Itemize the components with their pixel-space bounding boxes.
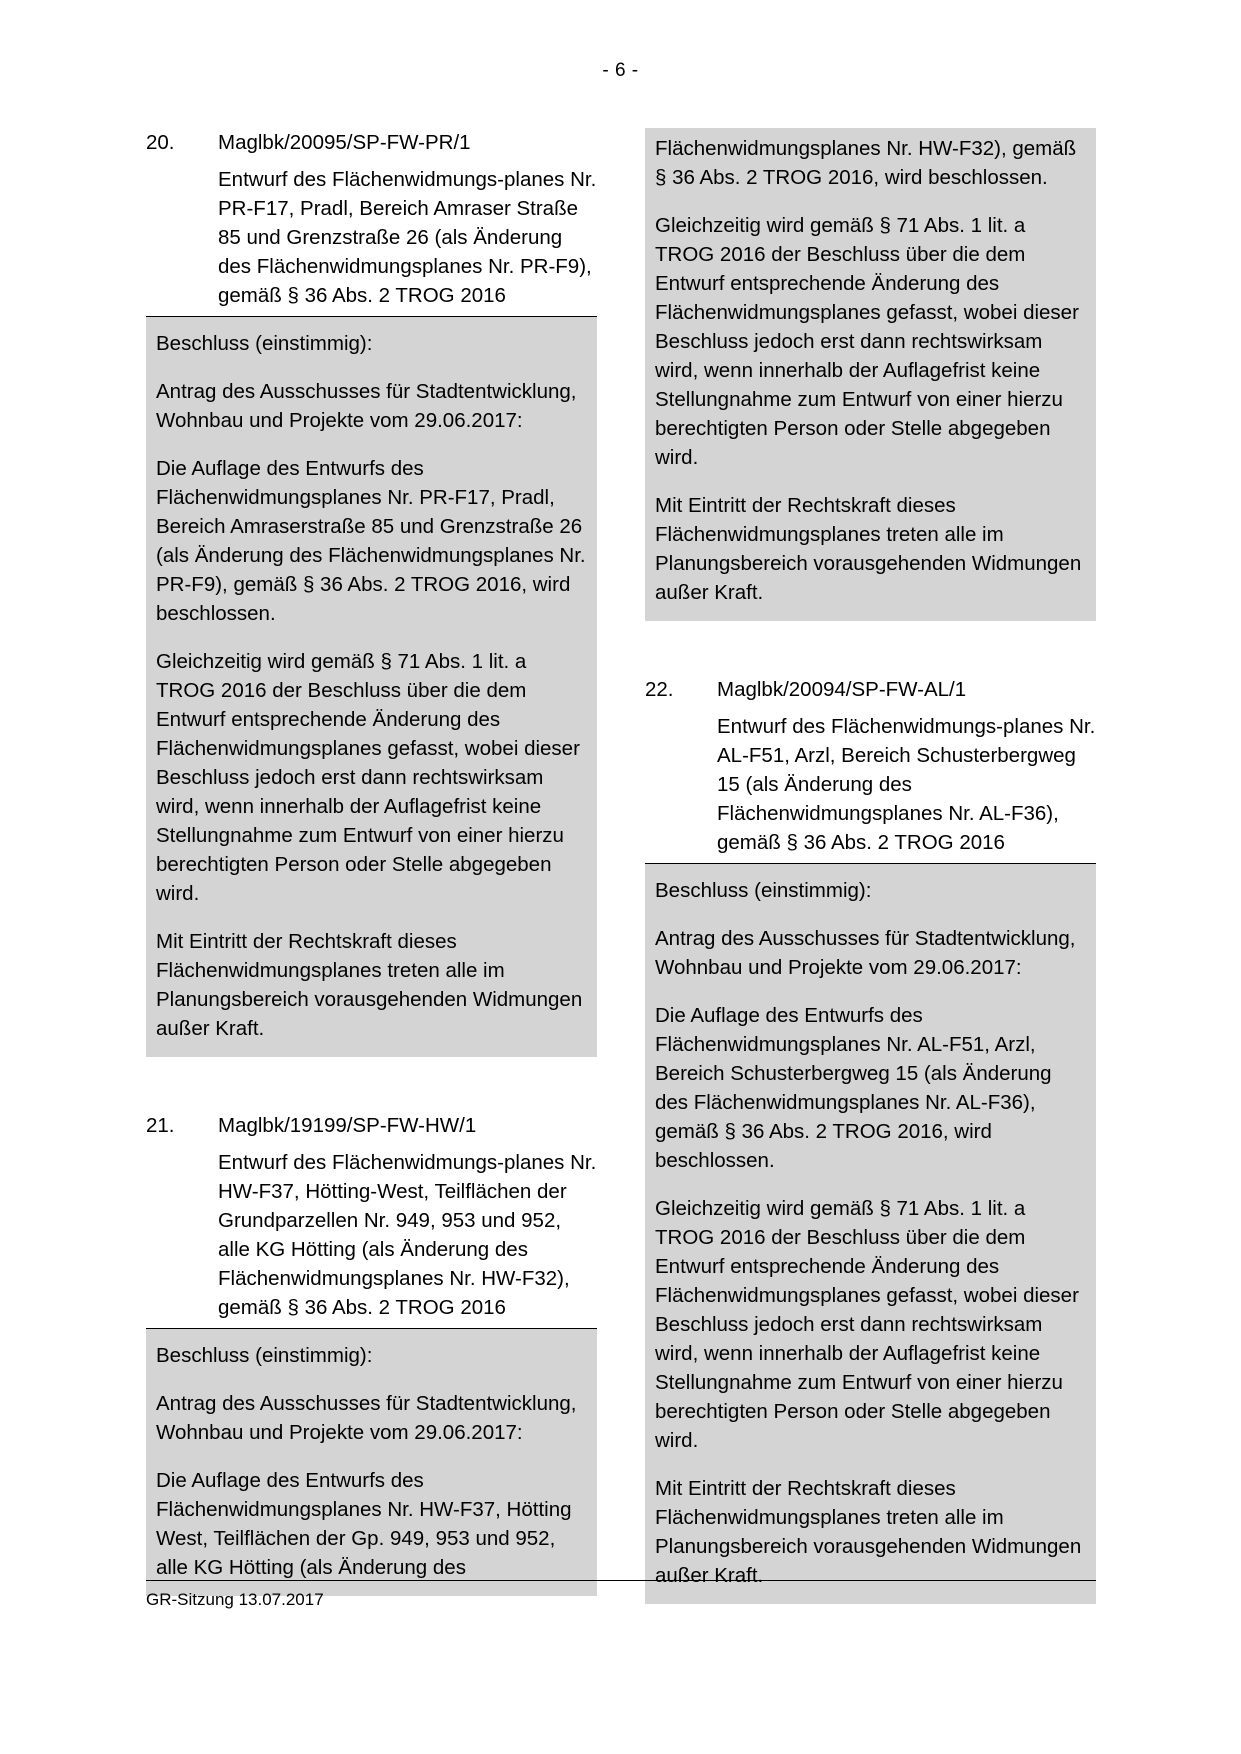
decision-paragraph: Gleichzeitig wird gemäß § 71 Abs. 1 lit. a TROG 2016 der Beschluss über die dem Entwurf entsprechende Änderung des Flächenwidmungsplanes gefasst, wobei dieser Beschluss jedoch erst dann rechtswirksam wird, wenn innerhalb der Auflagefrist keine Stellungnahme zum Entwurf von einer hierzu berechtigten Person oder Stelle abgegeben wird. [655, 214, 1079, 469]
decision-paragraph: Antrag des Ausschusses für Stadtentwicklung, Wohnbau und Projekte vom 29.06.2017: [156, 1392, 577, 1444]
agenda-item-22 [645, 675, 1096, 1604]
agenda-item-21-header [146, 1111, 597, 1140]
decision-paragraph: Gleichzeitig wird gemäß § 71 Abs. 1 lit. a TROG 2016 der Beschluss über die dem Entwurf entsprechende Änderung des Flächenwidmungsplanes gefasst, wobei dieser Beschluss jedoch erst dann rechtswirksam wird, wenn innerhalb der Auflagefrist keine Stellungnahme zum Entwurf von einer hierzu berechtigten Person oder Stelle abgegeben wird. [655, 1197, 1079, 1452]
decision-paragraph: Die Auflage des Entwurfs des Flächenwidmungsplanes Nr. PR-F17, Pradl, Bereich Amraserstraße 85 und Grenzstraße 26 (als Änderung des Flächenwidmungsplanes Nr. PR-F9), gemäß § 36 Abs. 2 TROG 2016, wird beschlossen. [156, 457, 586, 625]
decision-heading: Beschluss (einstimmig): [156, 332, 373, 355]
agenda-item-20-header [146, 128, 597, 157]
agenda-item-20-decision [146, 317, 597, 1057]
agenda-item-21-description: Entwurf des Flächenwidmungs-planes Nr. HW-F37, Hötting-West, Teilflächen der Grundparzellen Nr. 949, 953 und 952, alle KG Hötting (als Änderung des Flächenwidmungsplanes Nr. HW-F32), gemäß § 36 Abs. 2 TROG 2016 [218, 1151, 597, 1319]
left-column [146, 128, 597, 1604]
decision-paragraph: Gleichzeitig wird gemäß § 71 Abs. 1 lit. a TROG 2016 der Beschluss über die dem Entwurf entsprechende Änderung des Flächenwidmungsplanes gefasst, wobei dieser Beschluss jedoch erst dann rechtswirksam wird, wenn innerhalb der Auflagefrist keine Stellungnahme zum Entwurf von einer hierzu berechtigten Person oder Stelle abgegeben wird. [156, 650, 580, 905]
decision-paragraph: Mit Eintritt der Rechtskraft dieses Flächenwidmungsplanes treten alle im Planungsbereich vorausgehenden Widmungen außer Kraft. [655, 1477, 1082, 1587]
right-column [645, 128, 1096, 1604]
decision-paragraph: Die Auflage des Entwurfs des Flächenwidmungsplanes Nr. AL-F51, Arzl, Bereich Schusterbergweg 15 (als Änderung des Flächenwidmungsplanes Nr. AL-F36), gemäß § 36 Abs. 2 TROG 2016, wird beschlossen. [655, 1004, 1052, 1172]
agenda-item-20-reference: Maglbk/20095/SP-FW-PR/1 [218, 131, 471, 154]
agenda-item-20-number: 20. [146, 131, 175, 154]
decision-paragraph: Flächenwidmungsplanes Nr. HW-F32), gemäß § 36 Abs. 2 TROG 2016, wird beschlossen. [655, 137, 1077, 189]
agenda-item-22-decision [645, 864, 1096, 1604]
agenda-item-21-decision-part2 [645, 128, 1096, 621]
footer-text: GR-Sitzung 13.07.2017 [146, 1590, 324, 1609]
agenda-item-21 [146, 1111, 597, 1596]
agenda-item-21-decision-part1 [146, 1329, 597, 1596]
column-spacer [645, 621, 1096, 675]
agenda-item-22-header [645, 675, 1096, 704]
decision-heading: Beschluss (einstimmig): [156, 1344, 373, 1367]
column-spacer [146, 1057, 597, 1111]
agenda-item-21-reference: Maglbk/19199/SP-FW-HW/1 [218, 1114, 477, 1137]
agenda-item-20 [146, 128, 597, 1057]
decision-paragraph: Mit Eintritt der Rechtskraft dieses Flächenwidmungsplanes treten alle im Planungsbereich vorausgehenden Widmungen außer Kraft. [655, 494, 1082, 604]
decision-heading: Beschluss (einstimmig): [655, 879, 872, 902]
agenda-item-20-description: Entwurf des Flächenwidmungs-planes Nr. PR-F17, Pradl, Bereich Amraser Straße 85 und Grenzstraße 26 (als Änderung des Flächenwidmungsplanes Nr. PR-F9), gemäß § 36 Abs. 2 TROG 2016 [218, 168, 597, 307]
agenda-item-22-reference: Maglbk/20094/SP-FW-AL/1 [717, 678, 967, 701]
page-number: - 6 - [602, 60, 639, 81]
agenda-item-22-description: Entwurf des Flächenwidmungs-planes Nr. AL-F51, Arzl, Bereich Schusterbergweg 15 (als Änderung des Flächenwidmungsplanes Nr. AL-F36), gemäß § 36 Abs. 2 TROG 2016 [717, 715, 1096, 854]
decision-paragraph: Antrag des Ausschusses für Stadtentwicklung, Wohnbau und Projekte vom 29.06.2017: [655, 927, 1076, 979]
page-footer [146, 1580, 1096, 1612]
decision-paragraph: Die Auflage des Entwurfs des Flächenwidmungsplanes Nr. HW-F37, Hötting West, Teilflächen der Gp. 949, 953 und 952, alle KG Hötting (als Änderung des [156, 1469, 572, 1579]
decision-paragraph: Mit Eintritt der Rechtskraft dieses Flächenwidmungsplanes treten alle im Planungsbereich vorausgehenden Widmungen außer Kraft. [156, 930, 583, 1040]
two-column-body [146, 128, 1096, 1604]
decision-paragraph: Antrag des Ausschusses für Stadtentwicklung, Wohnbau und Projekte vom 29.06.2017: [156, 380, 577, 432]
agenda-item-21-number: 21. [146, 1114, 175, 1137]
agenda-item-22-number: 22. [645, 678, 674, 701]
